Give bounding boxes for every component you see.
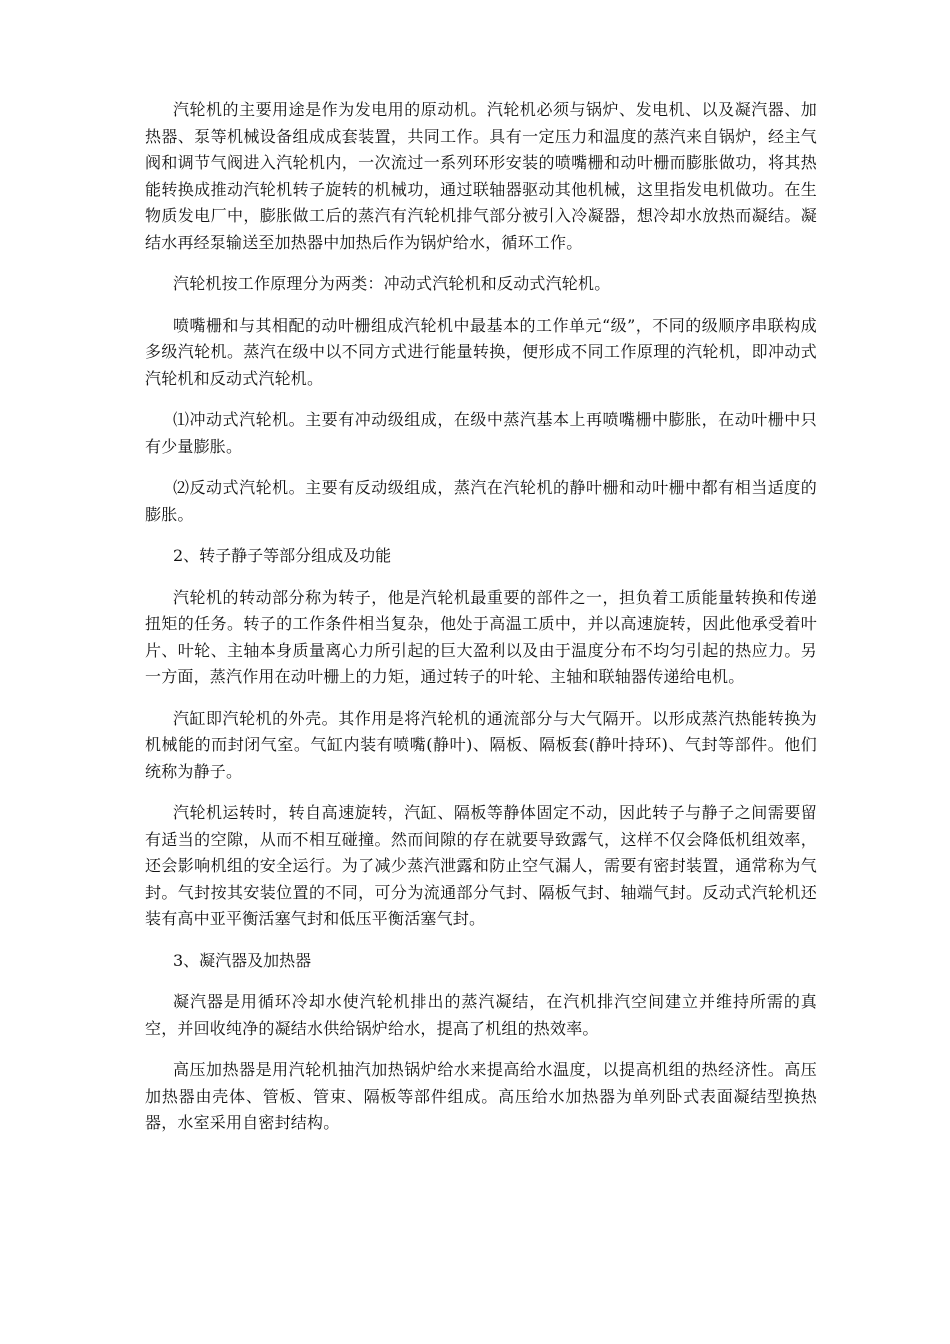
paragraph-cylinder: 汽缸即汽轮机的外壳。其作用是将汽轮机的通流部分与大气隔开。以形成蒸汽热能转换为机械能的而封闭气室。气缸内装有喷嘴(静叶)、隔板、隔板套(静叶持环)、气封等部件。他们统称为静子。 (145, 708, 817, 781)
paragraph-turbine-purpose: 汽轮机的主要用途是作为发电用的原动机。汽轮机必须与锅炉、发电机、以及凝汽器、加热器、泵等机械设备组成成套装置，共同工作。具有一定压力和温度的蒸汽来自锅炉，经主气阀和调节气阀进入汽轮机内，一次流过一系列环形安装的喷嘴栅和动叶栅而膨胀做功，将其热能转换成推动汽轮机转子旋转的机械功，通过联轴器驱动其他机械，这里指发电机做功。在生物质发电厂中，膨胀做工后的蒸汽有汽轮机排气部分被引入冷凝器，想冷却水放热而凝结。凝结水再经泵输送至加热器中加热后作为锅炉给水，循环工作。 (145, 100, 817, 252)
paragraph-reaction-turbine: ⑵反动式汽轮机。主要有反动级组成，蒸汽在汽轮机的静叶栅和动叶栅中都有相当适度的膨胀。 (145, 478, 817, 524)
document-page (145, 97, 817, 1152)
paragraph-stage-definition: 喷嘴栅和与其相配的动叶栅组成汽轮机中最基本的工作单元“级”，不同的级顺序串联构成多级汽轮机。蒸汽在级中以不同方式进行能量转换，便形成不同工作原理的汽轮机，即冲动式汽轮机和反动式汽轮机。 (145, 315, 817, 388)
paragraph-seals: 汽轮机运转时，转自高速旋转，汽缸、隔板等静体固定不动，因此转子与静子之间需要留有适当的空隙，从而不相互碰撞。然而间隙的存在就要导致露气，这样不仅会降低机组效率，还会影响机组的安全运行。为了减少蒸汽泄露和防止空气漏人，需要有密封装置，通常称为气封。气封按其安装位置的不同，可分为流通部分气封、隔板气封、轴端气封。反动式汽轮机还装有高中亚平衡活塞气封和低压平衡活塞气封。 (145, 803, 817, 928)
paragraph-hp-heater: 高压加热器是用汽轮机抽汽加热锅炉给水来提高给水温度，以提高机组的热经济性。高压加热器由壳体、管板、管束、隔板等部件组成。高压给水加热器为单列卧式表面凝结型换热器，水室采用自密封结构。 (145, 1060, 817, 1132)
section-heading-rotor-stator: 2、转子静子等部分组成及功能 (173, 546, 392, 565)
paragraph-rotor: 汽轮机的转动部分称为转子，他是汽轮机最重要的部件之一，担负着工质能量转换和传递扭矩的任务。转子的工作条件相当复杂，他处于高温工质中，并以高速旋转，因此他承受着叶片、叶轮、主轴本身质量离心力所引起的巨大盈利以及由于温度分布不均匀引起的热应力。另一方面，蒸汽作用在动叶栅上的力矩，通过转子的叶轮、主轴和联轴器传递给电机。 (145, 587, 817, 686)
section-heading-condenser-heater: 3、凝汽器及加热器 (173, 950, 312, 970)
paragraph-impulse-turbine: ⑴冲动式汽轮机。主要有冲动级组成，在级中蒸汽基本上再喷嘴栅中膨胀，在动叶栅中只有少量膨胀。 (145, 410, 817, 456)
paragraph-condenser: 凝汽器是用循环冷却水使汽轮机排出的蒸汽凝结，在汽机排汽空间建立并维持所需的真空，并回收纯净的凝结水供给锅炉给水，提高了机组的热效率。 (145, 992, 817, 1038)
paragraph-turbine-types: 汽轮机按工作原理分为两类：冲动式汽轮机和反动式汽轮机。 (173, 274, 611, 293)
